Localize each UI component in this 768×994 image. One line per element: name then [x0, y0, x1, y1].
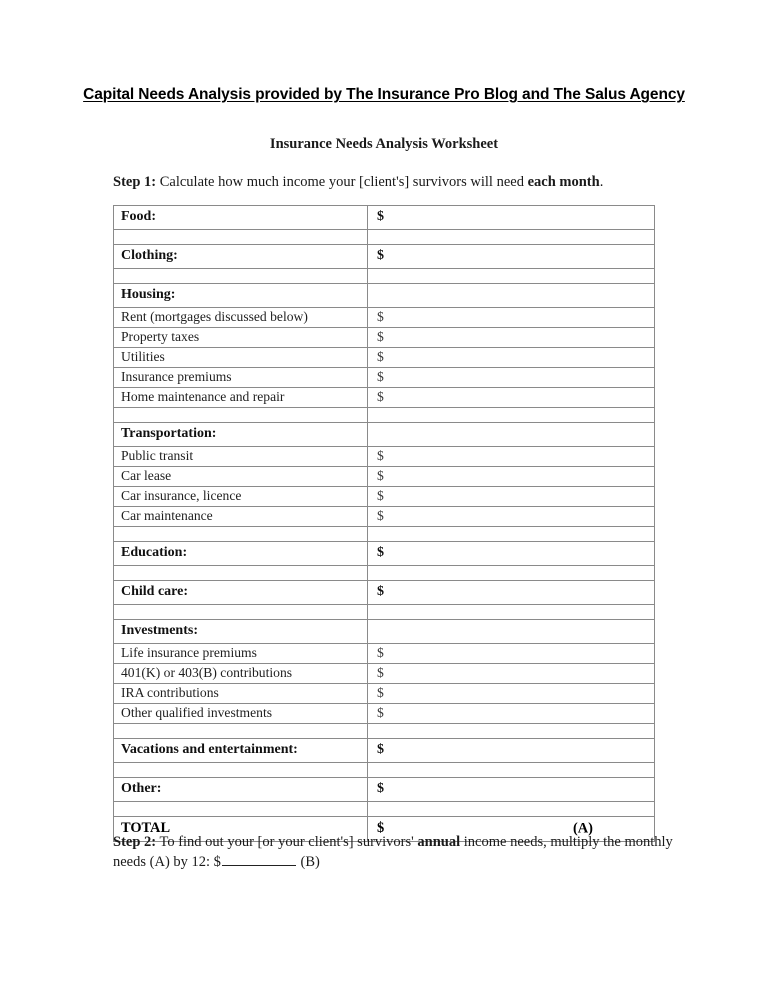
step-1-text-before: Calculate how much income your [client's] survivors will need: [156, 174, 528, 190]
worksheet-spacer-cell: [368, 527, 655, 542]
worksheet-row: [114, 368, 655, 388]
worksheet-spacer-cell: [114, 802, 368, 817]
worksheet-row-label: Car maintenance: [114, 507, 368, 527]
step-2-blank-field[interactable]: [222, 853, 296, 866]
worksheet-row: [114, 684, 655, 704]
worksheet-spacer-cell: [114, 408, 368, 423]
step-2-text-after: (B): [296, 854, 320, 870]
worksheet-spacer-cell: [368, 566, 655, 581]
worksheet-amount-cell[interactable]: [368, 308, 655, 328]
worksheet-table-body: [114, 206, 655, 842]
currency-symbol: $: [377, 468, 384, 484]
worksheet-row: [114, 447, 655, 467]
currency-symbol: $: [377, 545, 384, 561]
worksheet-row-label: Other qualified investments: [114, 704, 368, 724]
currency-symbol: $: [377, 389, 384, 405]
step-2-text-middle: income needs, multiply the monthly needs (A) by 12: $: [113, 834, 673, 870]
worksheet-row-label: Education:: [114, 542, 368, 566]
worksheet-spacer-cell: [368, 230, 655, 245]
worksheet-row-label: Car insurance, licence: [114, 487, 368, 507]
worksheet-amount-cell[interactable]: [368, 542, 655, 566]
worksheet-row: [114, 284, 655, 308]
worksheet-spacer-cell: [114, 527, 368, 542]
currency-symbol: $: [377, 508, 384, 524]
worksheet-row: [114, 308, 655, 328]
step-1-emphasis: each month: [527, 174, 600, 190]
currency-symbol: $: [377, 584, 384, 600]
currency-symbol: $: [377, 705, 384, 721]
insurance-needs-worksheet-table: [113, 205, 655, 842]
worksheet-row: [114, 704, 655, 724]
worksheet-row-label: Home maintenance and repair: [114, 388, 368, 408]
worksheet-spacer-row: [114, 230, 655, 245]
currency-symbol: $: [377, 781, 384, 797]
worksheet-row: [114, 542, 655, 566]
currency-symbol: $: [377, 742, 384, 758]
currency-symbol: $: [377, 645, 384, 661]
worksheet-amount-cell[interactable]: [368, 447, 655, 467]
worksheet-row: [114, 328, 655, 348]
worksheet-spacer-cell: [368, 802, 655, 817]
worksheet-amount-cell[interactable]: [368, 684, 655, 704]
worksheet-amount-cell[interactable]: [368, 664, 655, 684]
worksheet-row: [114, 644, 655, 664]
worksheet-row: [114, 778, 655, 802]
worksheet-row: [114, 620, 655, 644]
worksheet-row: [114, 206, 655, 230]
worksheet-row-label: IRA contributions: [114, 684, 368, 704]
worksheet-row: [114, 423, 655, 447]
step-1-text-after: .: [599, 174, 604, 190]
worksheet-amount-cell[interactable]: [368, 644, 655, 664]
worksheet-spacer-row: [114, 763, 655, 778]
worksheet-row: [114, 388, 655, 408]
worksheet-row: [114, 467, 655, 487]
worksheet-row-label: Insurance premiums: [114, 368, 368, 388]
worksheet-row-label: Transportation:: [114, 423, 368, 447]
worksheet-row: [114, 487, 655, 507]
worksheet-row: [114, 581, 655, 605]
worksheet-row: [114, 348, 655, 368]
worksheet-amount-cell[interactable]: [368, 388, 655, 408]
worksheet-spacer-cell: [368, 605, 655, 620]
worksheet-amount-cell[interactable]: [368, 581, 655, 605]
step-2-text-before: To find out your [or your client's] survivors': [156, 834, 418, 850]
worksheet-amount-cell[interactable]: [368, 423, 655, 447]
worksheet-amount-cell[interactable]: [368, 284, 655, 308]
worksheet-spacer-cell: [368, 269, 655, 284]
worksheet-spacer-row: [114, 605, 655, 620]
worksheet-spacer-row: [114, 269, 655, 284]
step-2-emphasis: annual: [417, 834, 461, 850]
worksheet-spacer-cell: [114, 269, 368, 284]
worksheet-row-label: Rent (mortgages discussed below): [114, 308, 368, 328]
worksheet-amount-cell[interactable]: [368, 206, 655, 230]
currency-symbol: $: [377, 329, 384, 345]
worksheet-row-label: Child care:: [114, 581, 368, 605]
worksheet-amount-cell[interactable]: [368, 704, 655, 724]
worksheet-row-label: Clothing:: [114, 245, 368, 269]
step-2-label: Step 2:: [113, 834, 157, 850]
worksheet-row: [114, 664, 655, 684]
total-reference-marker: (A): [573, 820, 593, 837]
worksheet-amount-cell[interactable]: [368, 348, 655, 368]
worksheet-row-label: Property taxes: [114, 328, 368, 348]
currency-symbol: $: [377, 488, 384, 504]
worksheet-spacer-cell: [114, 230, 368, 245]
document-subtitle: Insurance Needs Analysis Worksheet: [269, 136, 499, 152]
worksheet-row: [114, 739, 655, 763]
worksheet-spacer-row: [114, 408, 655, 423]
currency-symbol: $: [377, 448, 384, 464]
worksheet-row: [114, 507, 655, 527]
worksheet-amount-cell[interactable]: [368, 245, 655, 269]
worksheet-row-label: Life insurance premiums: [114, 644, 368, 664]
worksheet-row: [114, 245, 655, 269]
worksheet-spacer-row: [114, 527, 655, 542]
worksheet-amount-cell[interactable]: [368, 328, 655, 348]
currency-symbol: $: [377, 248, 384, 264]
worksheet-spacer-cell: [368, 408, 655, 423]
worksheet-spacer-cell: [114, 763, 368, 778]
worksheet-row-label: Other:: [114, 778, 368, 802]
worksheet-row-label: Food:: [114, 206, 368, 230]
document-title: [0, 86, 768, 104]
worksheet-row-label: Car lease: [114, 467, 368, 487]
step-2-instruction: [113, 832, 679, 872]
worksheet-amount-cell[interactable]: [368, 507, 655, 527]
worksheet-spacer-row: [114, 724, 655, 739]
currency-symbol: $: [377, 349, 384, 365]
worksheet-row-label: Investments:: [114, 620, 368, 644]
currency-symbol: $: [377, 309, 384, 325]
worksheet-spacer-row: [114, 802, 655, 817]
currency-symbol: $: [377, 209, 384, 225]
worksheet-row-label: TOTAL: [114, 817, 368, 842]
currency-symbol: $: [377, 685, 384, 701]
worksheet-amount-cell[interactable]: [368, 739, 655, 763]
worksheet-spacer-cell: [114, 566, 368, 581]
worksheet-amount-cell[interactable]: [368, 368, 655, 388]
worksheet-spacer-cell: [368, 763, 655, 778]
document-title-text: Capital Needs Analysis provided by The Insurance Pro Blog and The Salus Agency: [83, 86, 685, 103]
worksheet-amount-cell[interactable]: [368, 778, 655, 802]
worksheet-row-label: Vacations and entertainment:: [114, 739, 368, 763]
worksheet-spacer-cell: [114, 605, 368, 620]
worksheet-amount-cell[interactable]: [368, 487, 655, 507]
currency-symbol: $: [377, 369, 384, 385]
worksheet-spacer-cell: [114, 724, 368, 739]
worksheet-spacer-cell: [368, 724, 655, 739]
step-1-instruction: [113, 172, 713, 192]
worksheet-amount-cell[interactable]: [368, 620, 655, 644]
currency-symbol: $: [377, 665, 384, 681]
step-1-label: Step 1:: [113, 174, 157, 190]
worksheet-amount-cell[interactable]: [368, 467, 655, 487]
worksheet-row-label: 401(K) or 403(B) contributions: [114, 664, 368, 684]
currency-symbol: $: [377, 820, 385, 837]
worksheet-row-label: Housing:: [114, 284, 368, 308]
worksheet-row-label: Utilities: [114, 348, 368, 368]
worksheet-row-label: Public transit: [114, 447, 368, 467]
worksheet-spacer-row: [114, 566, 655, 581]
